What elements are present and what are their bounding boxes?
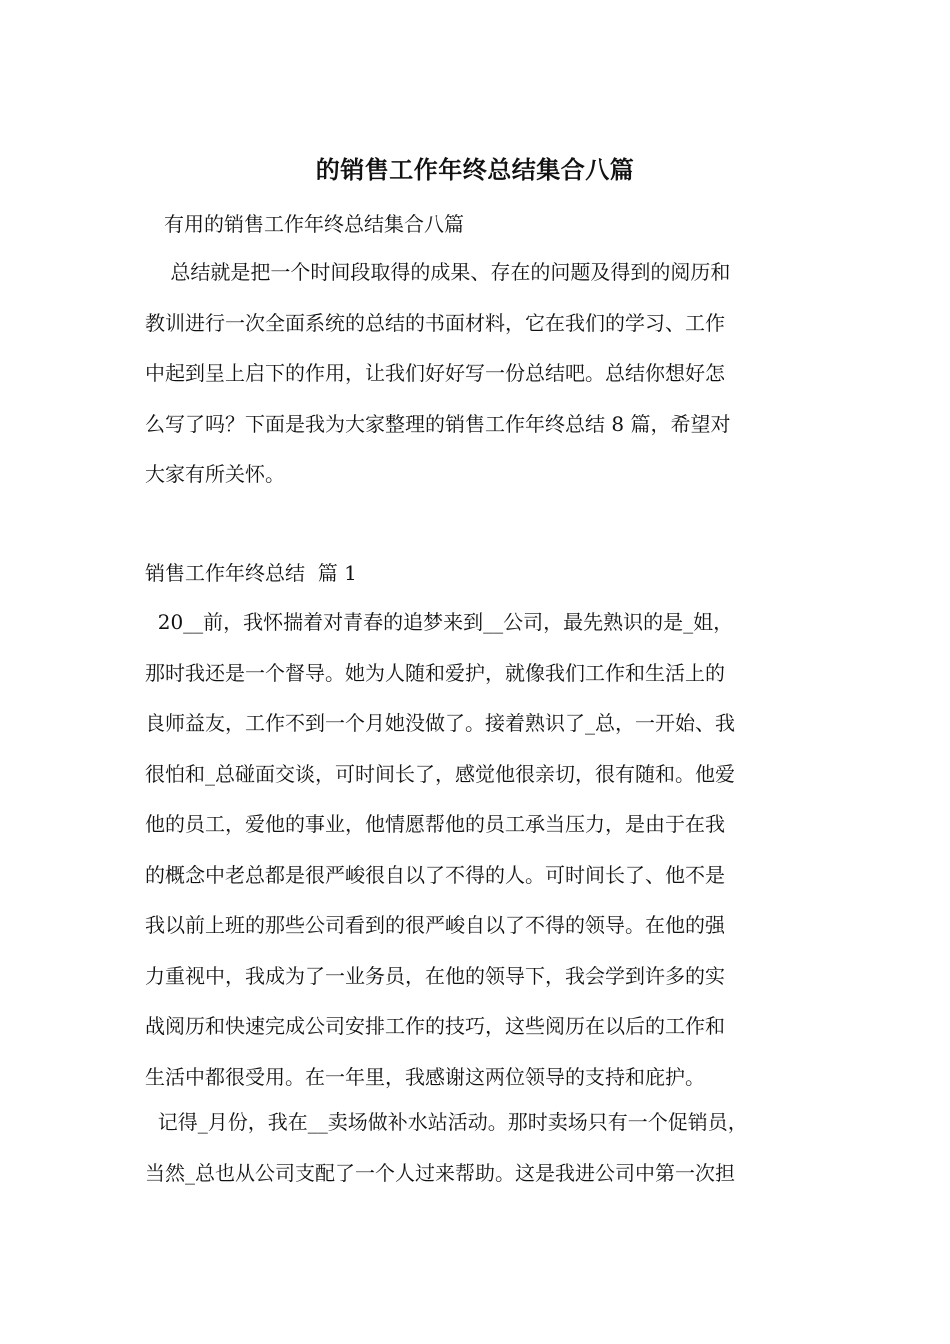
paragraph-line: 力重视中，我成为了一业务员，在他的领导下，我会学到许多的实 — [145, 963, 725, 988]
paragraph-line: 很怕和_总碰面交谈，可时间长了，感觉他很亲切，很有随和。他爱 — [145, 761, 735, 786]
intro-line: 么写了吗？下面是我为大家整理的销售工作年终总结 8 篇，希望对 — [145, 411, 731, 436]
section-heading: 销售工作年终总结 篇 1 — [145, 561, 357, 585]
paragraph-line: 当然_总也从公司支配了一个人过来帮助。这是我进公司中第一次担 — [145, 1160, 735, 1185]
paragraph-line: 那时我还是一个督导。她为人随和爱护，就像我们工作和生活上的 — [145, 660, 725, 685]
paragraph-line: 我以前上班的那些公司看到的很严峻自以了不得的领导。在他的强 — [145, 913, 725, 937]
intro-line: 教训进行一次全面系统的总结的书面材料，它在我们的学习、工作 — [145, 310, 725, 335]
paragraph-line: 20__前，我怀揣着对青春的追梦来到__公司，最先熟识的是_姐， — [145, 610, 734, 634]
document-subtitle: 有用的销售工作年终总结集合八篇 — [164, 212, 464, 236]
paragraph-line: 的概念中老总都是很严峻很自以了不得的人。可时间长了、他不是 — [145, 862, 725, 887]
paragraph-line: 良师益友，工作不到一个月她没做了。接着熟识了_总，一开始、我 — [145, 711, 735, 735]
intro-line: 总结就是把一个时间段取得的成果、存在的问题及得到的阅历和 — [145, 260, 731, 284]
document-title: 的销售工作年终总结集合八篇 — [315, 155, 635, 184]
paragraph-line: 他的员工，爱他的事业，他情愿帮他的员工承当压力，是由于在我 — [145, 812, 725, 836]
section-paragraph-1 — [145, 597, 825, 1102]
intro-line: 大家有所关怀。 — [145, 462, 285, 486]
intro-line: 中起到呈上启下的作用，让我们好好写一份总结吧。总结你想好怎 — [145, 361, 725, 385]
paragraph-line: 记得_月份，我在__卖场做补水站活动。那时卖场只有一个促销员， — [145, 1110, 748, 1134]
paragraph-line: 战阅历和快速完成公司安排工作的技巧，这些阅历在以后的工作和 — [145, 1014, 725, 1038]
section-paragraph-2 — [145, 1097, 825, 1198]
intro-paragraph — [145, 247, 825, 500]
paragraph-line: 生活中都很受用。在一年里，我感谢这两位领导的支持和庇护。 — [145, 1064, 705, 1089]
